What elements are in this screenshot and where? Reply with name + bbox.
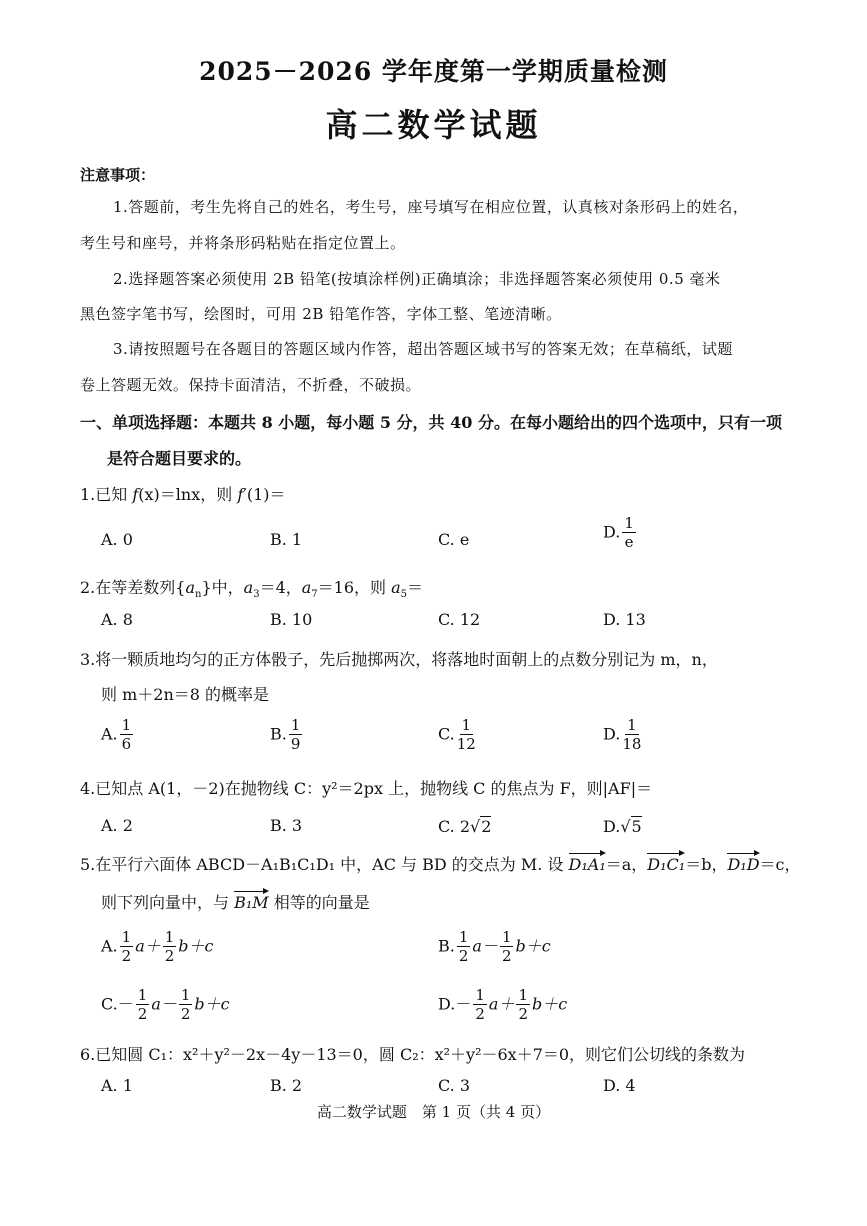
question-5-stem-line-1: 5.在平行六面体 ABCD－A₁B₁C₁D₁ 中，AC 与 BD 的交点为 M. 设 D₁A₁＝a，D₁C₁＝b，D₁D＝c，: [80, 855, 801, 874]
question-3-option-b[interactable]: B. $\frac{1}{9}$: [270, 716, 301, 753]
exam-period-title: 2025－2026 学年度第一学期质量检测: [199, 57, 668, 86]
notice-item-3-line-1: 3.请按照题号在各题目的答题区域内作答，超出答题区域书写的答案无效；在草稿纸，试题: [113, 340, 733, 358]
question-3-option-a[interactable]: A. $\frac{1}{6}$: [101, 716, 132, 753]
section-heading-line-1: 一、单项选择题：本题共 8 小题，每小题 5 分，共 40 分。在每小题给出的四个选项中，只有一项: [80, 413, 782, 432]
question-1-option-a[interactable]: A. 0: [101, 530, 133, 549]
question-6-option-b[interactable]: B. 2: [270, 1076, 303, 1095]
question-5-stem-line-2: 则下列向量中，与 B₁M 相等的向量是: [101, 893, 370, 912]
question-1-option-d[interactable]: D. $\frac{1}{e}$: [603, 514, 634, 551]
question-4-option-c[interactable]: C. 2√2: [438, 817, 492, 836]
question-6-option-c[interactable]: C. 3: [438, 1076, 471, 1095]
question-6-option-a[interactable]: A. 1: [101, 1076, 133, 1095]
question-3-stem-line-2: 则 m＋2n＝8 的概率是: [101, 685, 270, 704]
question-5-option-c[interactable]: C.－ $\frac{1}{2}$ a－ $\frac{1}{2}$ b＋c: [101, 986, 230, 1023]
question-1-option-c[interactable]: C. e: [438, 530, 470, 549]
question-6-option-d[interactable]: D. 4: [603, 1076, 636, 1095]
question-1-stem: 1.已知 f(x)＝lnx，则 f′(1)＝: [80, 485, 286, 504]
notice-heading: 注意事项：: [80, 166, 156, 184]
page-footer: 高二数学试题 第 1 页（共 4 页）: [316, 1103, 551, 1121]
question-4-stem: 4.已知点 A(1，－2)在抛物线 C：y²＝2px 上，抛物线 C 的焦点为 F，则|AF|＝: [80, 779, 653, 798]
question-3-stem-line-1: 3.将一颗质地均匀的正方体骰子，先后抛掷两次，将落地时面朝上的点数分别记为 m，n，: [80, 650, 718, 669]
question-3-option-c[interactable]: C. $\frac{1}{12}$: [438, 716, 476, 753]
notice-item-2-line-1: 2.选择题答案必须使用 2B 铅笔(按填涂样例)正确填涂；非选择题答案必须使用 0.5 毫米: [113, 270, 721, 288]
question-3-option-d[interactable]: D. $\frac{1}{18}$: [603, 716, 642, 753]
section-heading-line-2: 是符合题目要求的。: [107, 449, 252, 468]
notice-item-2-line-2: 黑色签字笔书写，绘图时，可用 2B 铅笔作答，字体工整、笔迹清晰。: [80, 305, 562, 323]
question-4-option-d[interactable]: D.√5: [603, 817, 642, 836]
question-2-option-a[interactable]: A. 8: [101, 610, 133, 629]
question-5-option-a[interactable]: A. $\frac{1}{2}$ a＋ $\frac{1}{2}$ b＋c: [101, 928, 214, 965]
question-2-option-b[interactable]: B. 10: [270, 610, 313, 629]
exam-subject-title: 高二数学试题: [325, 106, 542, 144]
question-5-option-d[interactable]: D.－ $\frac{1}{2}$ a＋ $\frac{1}{2}$ b＋c: [438, 986, 568, 1023]
question-6-stem: 6.已知圆 C₁：x²＋y²－2x－4y－13＝0，圆 C₂：x²＋y²－6x＋7＝0，则它们公切线的条数为: [80, 1045, 746, 1064]
question-1-option-b[interactable]: B. 1: [270, 530, 303, 549]
question-4-option-a[interactable]: A. 2: [101, 816, 133, 835]
question-2-stem: 2.在等差数列$\{a_n\}$中，$a_3=4$，$a_7=16$，则 $a_5=$: [80, 578, 424, 601]
notice-item-1-line-2: 考生号和座号，并将条形码粘贴在指定位置上。: [80, 234, 406, 252]
notice-item-1-line-1: 1.答题前，考生先将自己的姓名，考生号，座号填写在相应位置，认真核对条形码上的姓名，: [113, 198, 749, 216]
question-2-option-c[interactable]: C. 12: [438, 610, 481, 629]
question-4-option-b[interactable]: B. 3: [270, 816, 303, 835]
notice-item-3-line-2: 卷上答题无效。保持卡面清洁，不折叠，不破损。: [80, 376, 422, 394]
question-2-option-d[interactable]: D. 13: [603, 610, 646, 629]
question-5-option-b[interactable]: B. $\frac{1}{2}$ a－ $\frac{1}{2}$ b＋c: [438, 928, 551, 965]
